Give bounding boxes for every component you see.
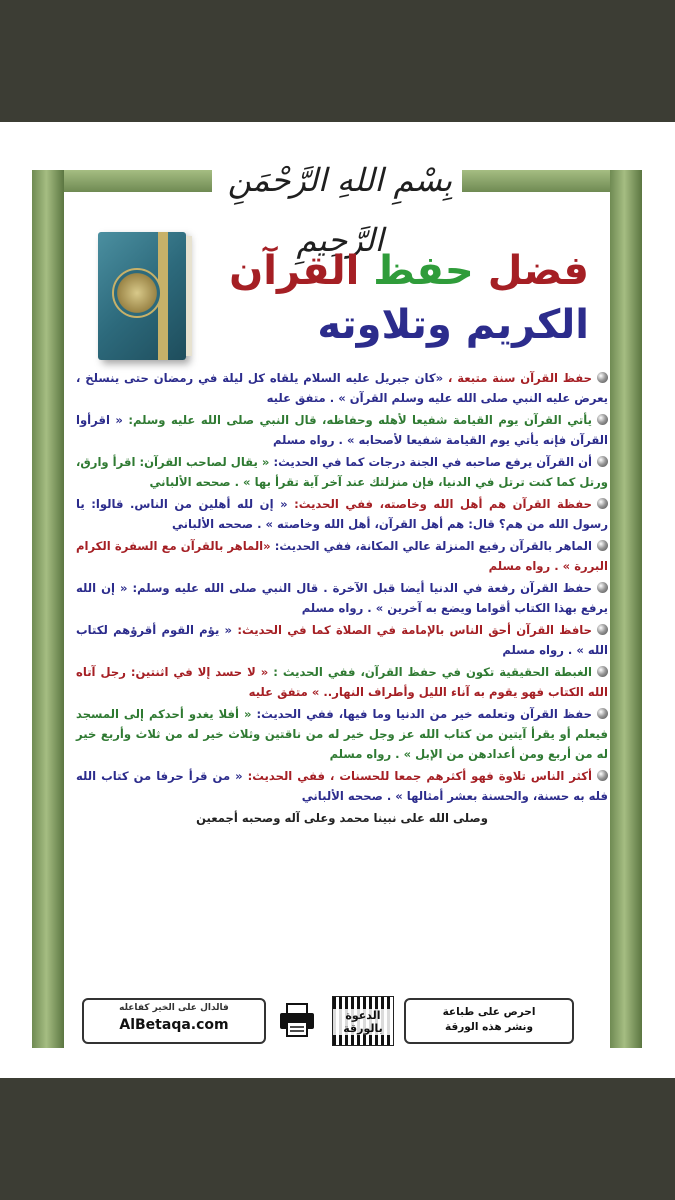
dawa-logo (332, 996, 394, 1046)
bullet-icon (597, 770, 608, 781)
book-medallion (112, 268, 162, 318)
bullet-icon (597, 708, 608, 719)
bullet-icon (597, 414, 608, 425)
item-text: « يقال لصاحب القرآن: اقرأ وارق، ورتل كما كنت ترتل في الدنيا، فإن منزلتك عند آخر آية تقرأ بها » . صححه الألباني (76, 455, 608, 489)
print-reminder-line2: ونشر هذه الورقة (445, 1021, 533, 1033)
item-lead: حافظ القرآن أحق الناس بالإمامة في الصلاة كما في الحديث: (237, 623, 592, 637)
print-reminder-box (404, 998, 574, 1044)
quran-book-icon (98, 232, 186, 360)
bullet-icon (597, 456, 608, 467)
content-body (76, 368, 608, 828)
list-item (76, 578, 608, 618)
bullet-icon (597, 372, 608, 383)
basmala-calligraphy: بِسْمِ اللهِ الرَّحْمَنِ الرَّحِيمِ (227, 161, 453, 259)
item-text: « إن لله أهلين من الناس. قالوا: يا رسول الله من هم؟ قال: هم أهل القرآن، أهل الله وخاصته » . صححه الألباني (76, 497, 608, 531)
item-text: « من قرأ حرفا من كتاب الله فله به حسنة، والحسنة بعشر أمثالها » . صححه الألباني (76, 769, 608, 803)
bottom-dark-band (0, 1078, 675, 1200)
item-text: «الماهر بالقرآن مع السفرة الكرام البررة » . رواه مسلم (76, 539, 608, 573)
website-box (82, 998, 266, 1044)
bullet-icon (597, 540, 608, 551)
title-word-quran: القرآن (229, 248, 360, 294)
item-text: « اقرأوا القرآن فإنه يأتي يوم القيامة شفيعا لأصحابه » . رواه مسلم (76, 413, 608, 447)
print-reminder-line1: احرص على طباعة (442, 1006, 536, 1018)
item-lead: حفظة القرآن هم أهل الله وخاصته، ففي الحديث: (294, 497, 592, 511)
footer-slogan: فالدال على الخير كفاعله (119, 1003, 229, 1013)
book-pages (186, 236, 192, 356)
title-word-hifz: حفظ (373, 248, 474, 294)
list-item (76, 536, 608, 576)
page-title-line1 (229, 248, 589, 294)
item-text: « لا حسد إلا في اثنتين: رجل آتاه الله الكتاب فهو يقوم به آناء الليل وأطراف النهار.. » متفق عليه (76, 665, 608, 699)
printer-icon (278, 1002, 316, 1038)
poster (0, 122, 675, 1078)
item-lead: حفظ القرآن سنة متبعة ، (447, 371, 592, 385)
page-title-line2: الكريم وتلاوته (317, 302, 589, 348)
item-lead: حفظ القرآن رفعة في الدنيا أيضا قبل الآخرة . قال النبي صلى الله عليه وسلم: (132, 581, 593, 595)
item-text: « إن الله يرفع بهذا الكتاب أقواما ويضع به آخرين » . رواه مسلم (76, 581, 608, 615)
bullet-icon (597, 624, 608, 635)
title-word-fadl: فضل (487, 248, 589, 294)
logo-text: الدعوة بالورقة (333, 1009, 393, 1035)
closing-prayer: وصلى الله على نبينا محمد وعلى آله وصحبه أجمعين (196, 811, 488, 825)
item-lead: أكثر الناس تلاوة فهو أكثرهم جمعا للحسنات ، ففي الحديث: (247, 769, 593, 783)
list-item (76, 704, 608, 764)
frame-right-bar (610, 170, 642, 1048)
frame-left-bar (32, 170, 64, 1048)
bullet-icon (597, 666, 608, 677)
list-item (76, 410, 608, 450)
list-item (76, 620, 608, 660)
list-item (76, 368, 608, 408)
print-reminder-text (406, 1005, 572, 1035)
footer (82, 998, 572, 1044)
list-item (76, 494, 608, 534)
item-text: «كان جبريل عليه السلام يلقاه كل ليلة في رمضان حتى ينسلخ ، يعرض عليه النبي صلى الله عليه وسلم القرآن » . متفق عليه (76, 371, 608, 405)
item-text: « أفلا يغدو أحدكم إلى المسجد فيعلم أو يقرأ آيتين من كتاب الله عز وجل خير له من ناقتين وثلاث خير له من ثلاث وأربع خير له من أربع ومن أعدادهن من الإبل » . رواه مسلم (76, 707, 608, 761)
list-item (76, 766, 608, 806)
item-text: « يؤم القوم أقرؤهم لكتاب الله » . رواه مسلم (76, 623, 608, 657)
list-item (76, 662, 608, 702)
bullet-icon (597, 582, 608, 593)
item-lead: الغبطة الحقيقية تكون في حفظ القرآن، ففي الحديث : (273, 665, 593, 679)
item-lead: حفظ القرآن وتعلمه خير من الدنيا وما فيها، ففي الحديث: (256, 707, 592, 721)
top-dark-band (0, 0, 675, 122)
bullet-icon (597, 498, 608, 509)
list-item (76, 452, 608, 492)
item-lead: يأتي القرآن يوم القيامة شفيعا لأهله وحفاظه، قال النبي صلى الله عليه وسلم: (128, 413, 592, 427)
item-lead: أن القرآن يرفع صاحبه في الجنة درجات كما في الحديث: (273, 455, 592, 469)
item-lead: الماهر بالقرآن رفيع المنزلة عالي المكانة، ففي الحديث: (274, 539, 592, 553)
website-link[interactable]: AlBetaqa.com (119, 1017, 229, 1033)
